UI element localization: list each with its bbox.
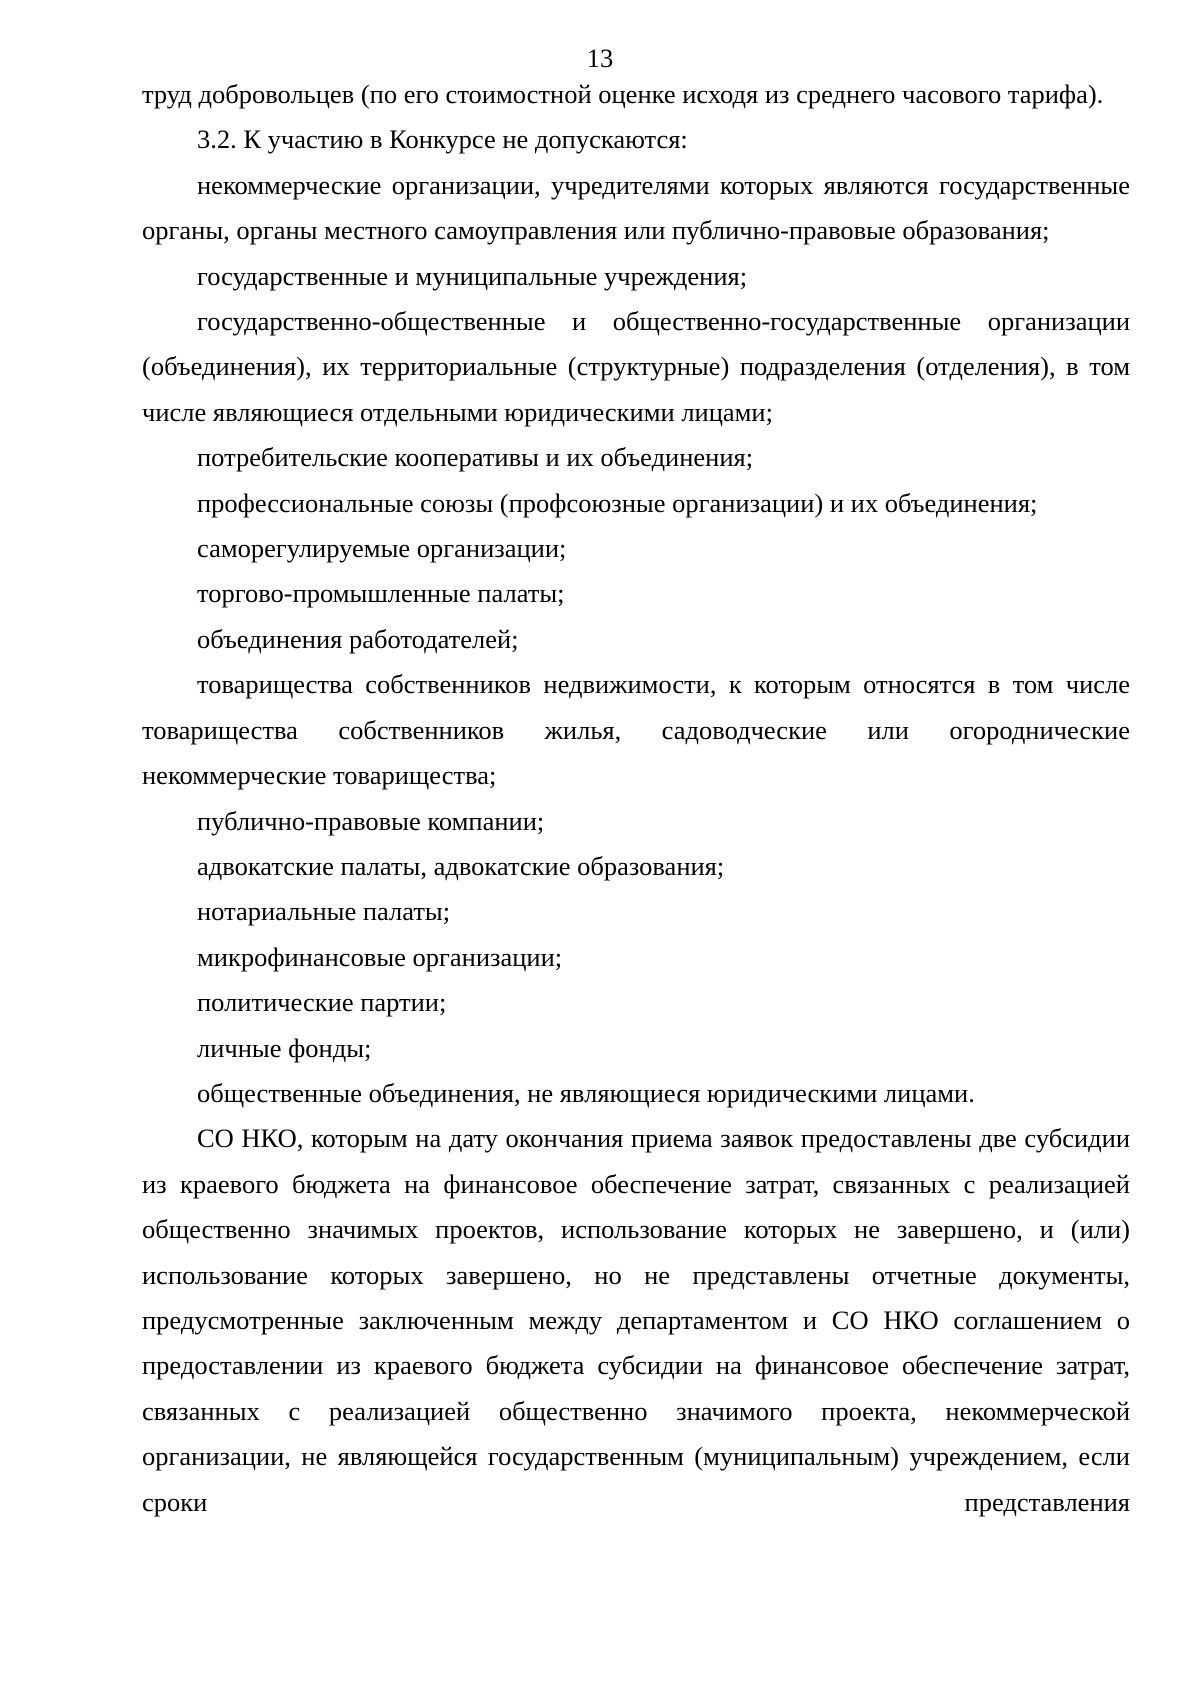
paragraph: СО НКО, которым на дату окончания приема заявок предоставлены две субсидии из краевого бюджета на финансовое обеспечение затрат, связанных с реализацией общественно значимых проектов, использование которых не завершено, и (или) использование которых завершено, но не представлены отчетные документы, предусмотренные заключенным между департаментом и СО НКО соглашением о предоставлении из краевого бюджета субсидии на финансовое обеспечение затрат, связанных с реализацией общественно значимого проекта, некоммерческой организации, не являющейся государственным (муниципальным) учреждением, если сроки представления (142, 1123, 1130, 1517)
list-item: товарищества собственников недвижимости, к которым относятся в том числе товарищества собственников жилья, садоводческие или огороднические некоммерческие товарищества; (142, 669, 1130, 791)
list-item: общественные объединения, не являющиеся юридическими лицами. (197, 1077, 975, 1108)
list-item: политические партии; (197, 987, 447, 1018)
paragraph: 3.2. К участию в Конкурсе не допускаются: (197, 124, 688, 155)
list-item: потребительские кооперативы и их объединения; (197, 442, 754, 473)
list-item: государственные и муниципальные учреждения; (197, 260, 748, 291)
list-item: объединения работодателей; (197, 623, 519, 654)
list-item: торгово-промышленные палаты; (197, 578, 565, 609)
list-item: личные фонды; (197, 1032, 372, 1063)
list-item: публично-правовые компании; (197, 805, 545, 836)
list-item: профессиональные союзы (профсоюзные организации) и их объединения; (197, 487, 1038, 518)
list-item: саморегулируемые организации; (197, 533, 567, 564)
page-number: 13 (586, 43, 614, 73)
list-item: государственно-общественные и общественно-государственные организации (объединения), их территориальные (структурные) подразделения (отделения), в том числе являющиеся отдельными юридическими лицами; (142, 306, 1130, 427)
list-item: микрофинансовые организации; (197, 941, 563, 972)
document-body (142, 72, 1130, 1525)
list-item: нотариальные палаты; (197, 896, 451, 927)
paragraph: труд добровольцев (по его стоимостной оценке исходя из среднего часового тарифа). (142, 79, 1104, 109)
list-item: адвокатские палаты, адвокатские образования; (197, 850, 725, 881)
paragraph: некоммерческие организации, учредителями которых являются государственные органы, органы местного самоуправления или публично-правовые образования; (142, 169, 1130, 246)
